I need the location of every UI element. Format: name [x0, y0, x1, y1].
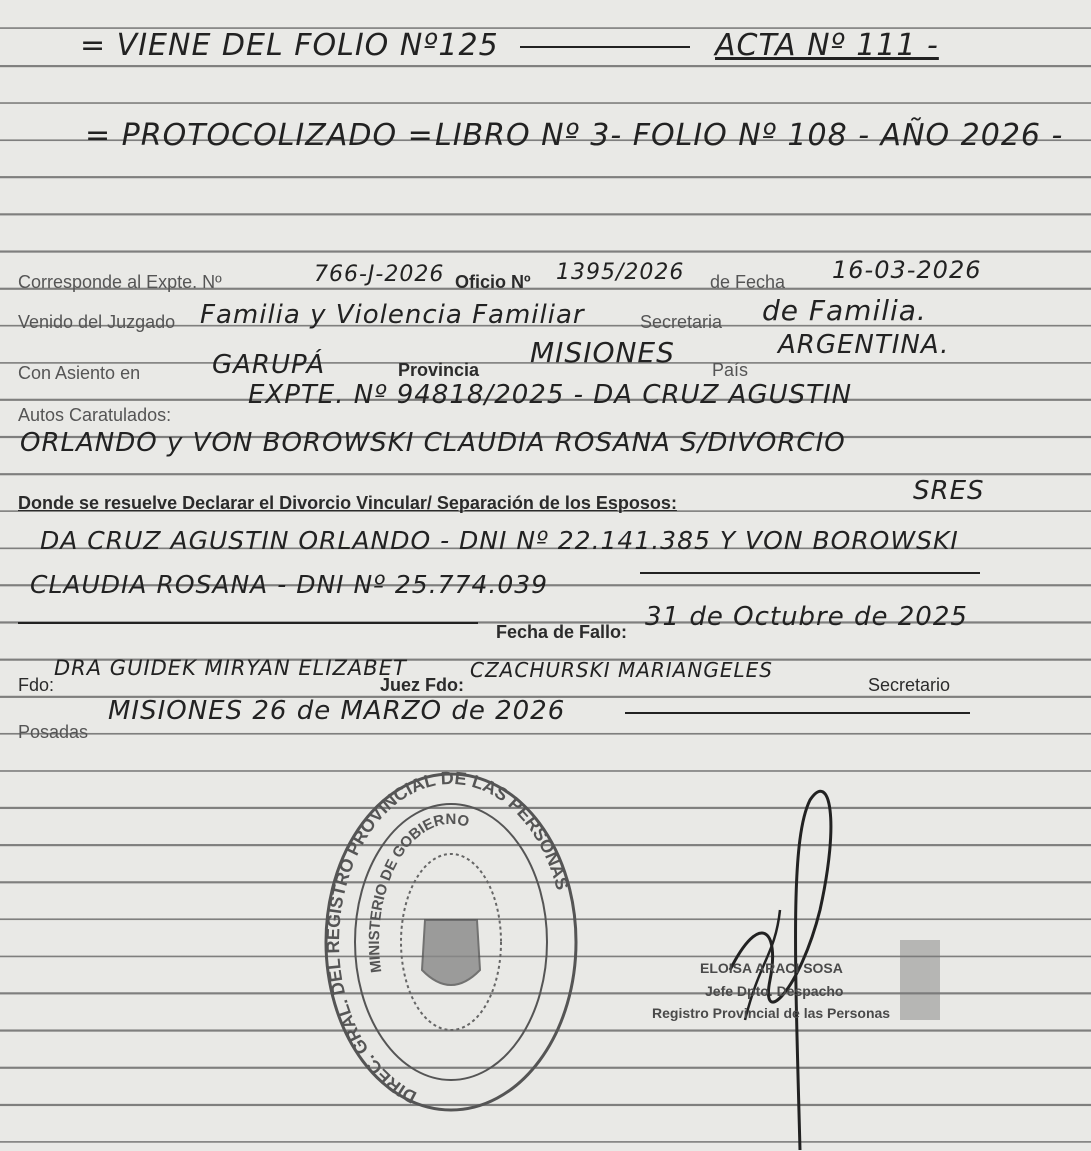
- seal-inner-text: MINISTERIO DE GOBIERNO: [365, 810, 471, 974]
- resuelve-label: Donde se resuelve Declarar el Divorcio Vincular/ Separación de los Esposos:: [18, 493, 677, 513]
- fecha-value: 16-03-2026: [832, 256, 982, 284]
- oficio-value: 1395/2026: [556, 260, 685, 285]
- signatory-office: Registro Provincial de las Personas: [652, 1005, 891, 1021]
- juzgado-label: Venido del Juzgado: [18, 312, 176, 332]
- fdo-judge-value: DRA GUIDEK MIRYAN ELIZABET: [54, 656, 407, 680]
- asiento-value: GARUPÁ: [212, 350, 326, 380]
- seal-outer-text: DIREC. GRAL. DEL REGISTRO PROVINCIAL DE LAS PERSONAS: [322, 770, 573, 1108]
- posadas-value: MISIONES 26 de MARZO de 2026: [108, 696, 566, 726]
- provincia-value: MISIONES: [530, 336, 675, 369]
- dash-line: [520, 46, 690, 48]
- oficio-label: Oficio Nº: [455, 272, 531, 292]
- libro-folio-year: LIBRO Nº 3- FOLIO Nº 108 - AÑO 2026 -: [435, 118, 1064, 153]
- fill-line: [625, 712, 970, 714]
- official-seal-stamp: [320, 770, 582, 1120]
- provincia-label: Provincia: [398, 360, 480, 380]
- expte-label: Corresponde al Expte. Nº: [18, 272, 222, 292]
- protocolizado-label: = PROTOCOLIZADO =: [85, 118, 434, 153]
- resuelve-value-0: SRES: [913, 476, 985, 506]
- resuelve-value-2: CLAUDIA ROSANA - DNI Nº 25.774.039: [30, 570, 549, 599]
- secretaria-value: de Familia.: [762, 294, 927, 327]
- posadas-label: Posadas: [18, 722, 89, 742]
- fill-line: [18, 622, 478, 624]
- acta-number: ACTA Nº 111 -: [715, 28, 939, 63]
- viene-del-folio: = VIENE DEL FOLIO Nº125: [80, 28, 499, 63]
- secretaria-label: Secretaria: [640, 312, 723, 332]
- coat-of-arms-icon: [422, 920, 480, 985]
- fecha-label: de Fecha: [710, 272, 786, 292]
- handwritten-signature: [720, 760, 870, 1150]
- secretario-label: Secretario: [868, 675, 951, 695]
- fallo-value: 31 de Octubre de 2025: [645, 602, 968, 632]
- fdo-secretary-value: CZACHURSKI MARIANGELES: [470, 658, 773, 682]
- autos-value-1: EXPTE. Nº 94818/2025 - DA CRUZ AGUSTIN: [248, 380, 853, 410]
- stamp-ink-mark: [900, 940, 940, 1020]
- signatory-name: ELOISA ARACI SOSA: [700, 960, 843, 976]
- autos-label: Autos Caratulados:: [18, 405, 172, 425]
- resuelve-value-1: DA CRUZ AGUSTIN ORLANDO - DNI Nº 22.141.385 Y VON BOROWSKI: [40, 526, 959, 555]
- pais-value: ARGENTINA.: [778, 330, 950, 360]
- autos-value-2: ORLANDO y VON BOROWSKI CLAUDIA ROSANA S/DIVORCIO: [20, 428, 846, 458]
- fdo-label: Fdo:: [18, 675, 55, 695]
- juzgado-value: Familia y Violencia Familiar: [200, 300, 585, 330]
- fill-line: [640, 572, 980, 574]
- asiento-label: Con Asiento en: [18, 363, 141, 383]
- juez-label: Juez Fdo:: [380, 675, 464, 695]
- expte-value: 766-J-2026: [314, 262, 445, 287]
- fallo-label: Fecha de Fallo:: [496, 622, 628, 642]
- pais-label: País: [712, 360, 749, 380]
- signatory-title: Jefe Dpto. Despacho: [705, 983, 844, 999]
